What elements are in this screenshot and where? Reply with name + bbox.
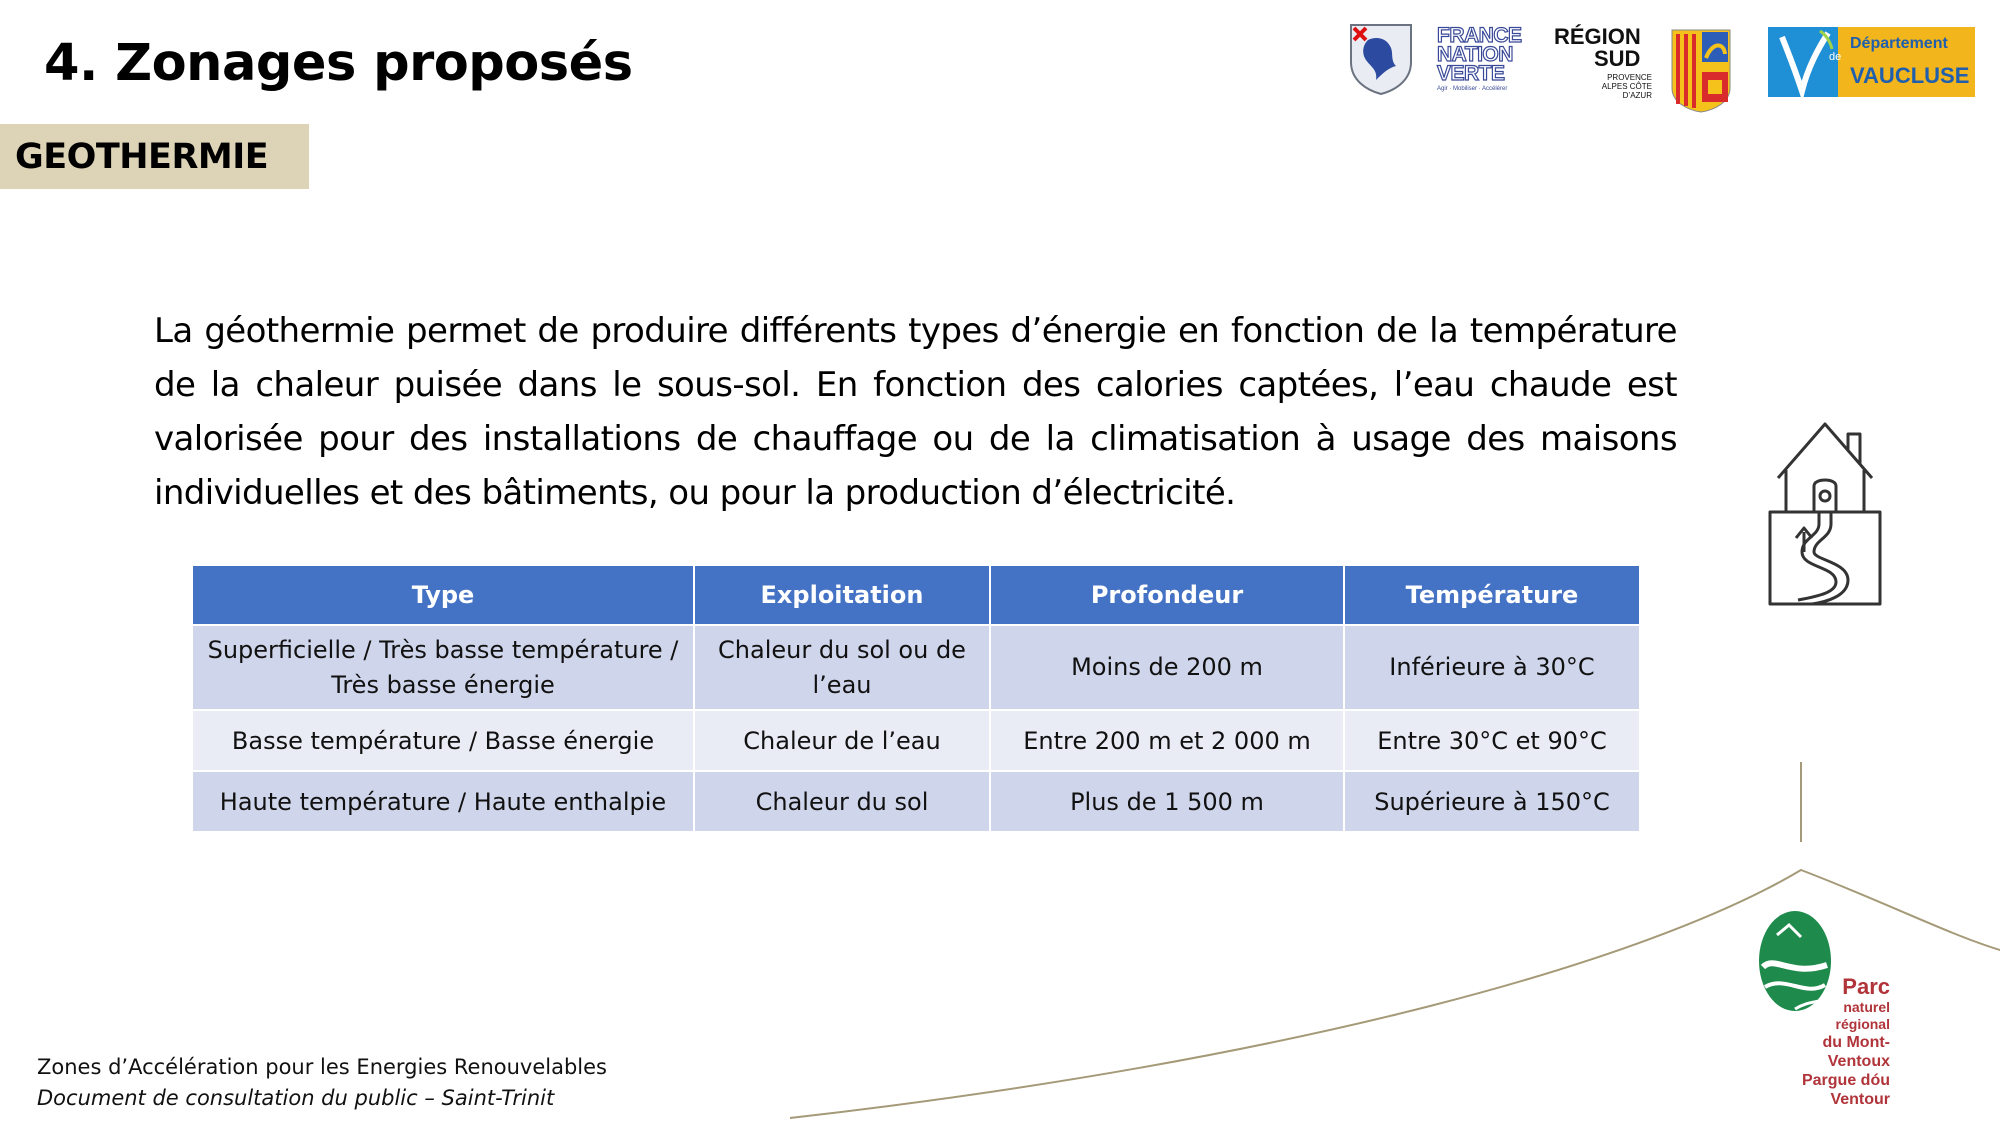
region-line-2: SUD xyxy=(1594,46,1641,71)
cell-type: Superficielle / Très basse température / Très basse énergie xyxy=(192,625,694,710)
cell-profondeur: Entre 200 m et 2 000 m xyxy=(990,710,1344,771)
region-subtitle: PROVENCE ALPES CÔTE D’AZUR xyxy=(1601,73,1652,100)
park-line-4: du Mont-Ventoux xyxy=(1822,1034,1890,1070)
region-sud-logo xyxy=(1552,24,1732,114)
footer-line-1: Zones d’Accélération pour les Energies Renouvelables xyxy=(37,1055,607,1079)
cell-temperature: Entre 30°C et 90°C xyxy=(1344,710,1640,771)
vaucluse-line-2: VAUCLUSE xyxy=(1850,63,1970,88)
vaucluse-v-mark xyxy=(1768,27,1838,97)
cell-temperature: Supérieure à 150°C xyxy=(1344,771,1640,832)
park-line-5: Pargue dóu Ventour xyxy=(1801,1072,1890,1108)
table-row xyxy=(192,625,1640,710)
cell-exploitation: Chaleur de l’eau xyxy=(694,710,990,771)
cell-type: Haute température / Haute enthalpie xyxy=(192,771,694,832)
footer-line-2: Document de consultation du public – Saint-Trinit xyxy=(37,1086,555,1110)
cell-profondeur: Moins de 200 m xyxy=(990,625,1344,710)
geothermal-house-icon xyxy=(1764,420,1886,610)
cell-profondeur: Plus de 1 500 m xyxy=(990,771,1344,832)
footer xyxy=(37,1052,607,1114)
vaucluse-de: de xyxy=(1829,51,1842,63)
table-header-row xyxy=(192,565,1640,625)
park-line-3: régional xyxy=(1835,1016,1890,1032)
fnv-line-3: VERTE xyxy=(1437,62,1505,85)
park-line-1: Parc xyxy=(1842,974,1890,999)
cell-temperature: Inférieure à 30°C xyxy=(1344,625,1640,710)
header-exploitation: Exploitation xyxy=(694,565,990,625)
intro-paragraph: La géothermie permet de produire différents types d’énergie en fonction de la température de la chaleur puisée dans le sous-sol. En fonction des calories captées, l’eau chaude est valorisée pour des installations de chauffage ou de la climatisation à usage des maisons individuelles et des bâtiments, ou pour la production d’électricité. xyxy=(154,311,1677,513)
fnv-line-2: NATION xyxy=(1437,43,1513,66)
geothermy-table xyxy=(191,564,1641,833)
fnv-line-1: FRANCE xyxy=(1437,24,1522,47)
cell-exploitation: Chaleur du sol xyxy=(694,771,990,832)
partner-logos xyxy=(1340,20,1980,115)
table-row xyxy=(192,710,1640,771)
region-line-1: RÉGION xyxy=(1554,24,1641,49)
header-profondeur: Profondeur xyxy=(990,565,1344,625)
header-temperature: Température xyxy=(1344,565,1640,625)
section-tag: GEOTHERMIE xyxy=(0,124,309,189)
vaucluse-department-logo xyxy=(1768,27,1975,97)
cell-exploitation: Chaleur du sol ou de l’eau xyxy=(694,625,990,710)
vaucluse-line-1: Département xyxy=(1850,35,1948,52)
park-logo-text xyxy=(1762,975,1890,1109)
table-row xyxy=(192,771,1640,832)
cell-type: Basse température / Basse énergie xyxy=(192,710,694,771)
header-type: Type xyxy=(192,565,694,625)
fnv-tagline: Agir · Mobiliser · Accélérer xyxy=(1437,86,1508,92)
region-flag-icon xyxy=(1670,28,1732,114)
vaucluse-coat-of-arms-icon xyxy=(1346,22,1416,100)
park-line-2: naturel xyxy=(1843,999,1890,1015)
france-nation-verte-logo xyxy=(1437,26,1533,104)
page-title: 4. Zonages proposés xyxy=(44,34,633,93)
